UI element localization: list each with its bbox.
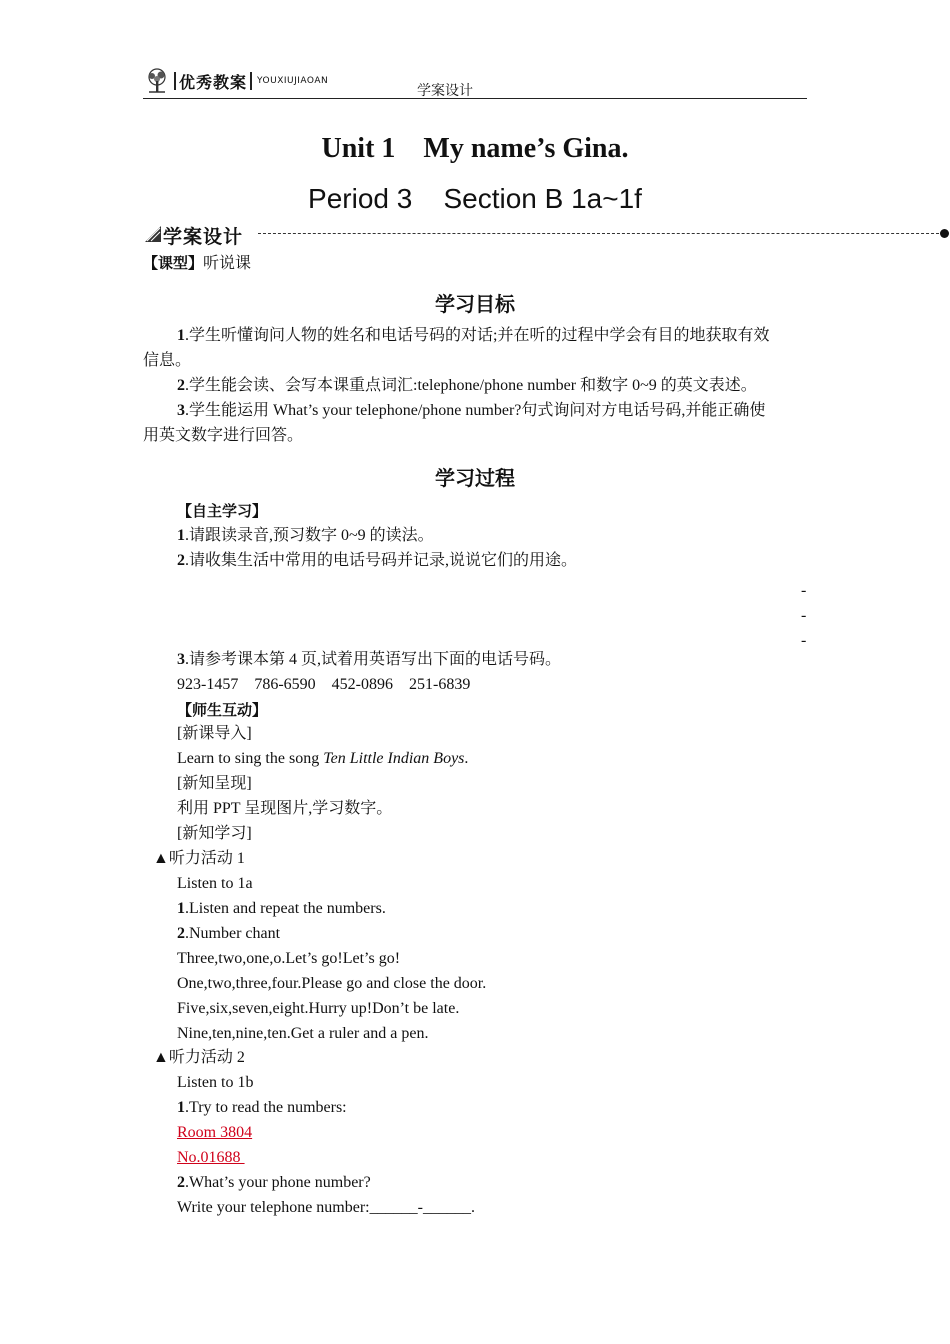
- lesson-type: [143, 252, 251, 275]
- item-num: 1: [177, 900, 185, 917]
- chant-line: Nine,ten,nine,ten.Get a ruler and a pen.: [177, 1025, 429, 1042]
- activity-1-title: ▲听力活动 1: [153, 850, 245, 867]
- goal-text: .学生能会读、会写本课重点词汇:telephone/phone number 和数字 0~9 的英文表述。: [185, 377, 757, 394]
- item-num: 1: [177, 1099, 185, 1116]
- goal-item-3-cont: 用英文数字进行回答。: [143, 427, 304, 444]
- divider-end-dot: [940, 229, 949, 238]
- intro-text-post: .: [464, 750, 469, 767]
- self-study-item-1: [177, 525, 434, 547]
- item-text: .Number chant: [185, 925, 281, 942]
- activity-2-item-2: [177, 1172, 371, 1194]
- item-num: 2: [177, 552, 185, 569]
- goal-item-1: [177, 325, 769, 347]
- goal-item-2: [177, 375, 757, 397]
- lesson-type-value: 听说课: [203, 255, 252, 272]
- write-number-line: Write your telephone number:______-______.: [177, 1199, 475, 1216]
- item-text: .What’s your phone number?: [185, 1174, 371, 1191]
- goal-text: .学生听懂询问人物的姓名和电话号码的对话;并在听的过程中学会有目的地获取有效: [185, 327, 770, 344]
- page-header: [143, 66, 807, 99]
- logo: [143, 68, 328, 94]
- activity-2-sub: Listen to 1b: [177, 1074, 254, 1091]
- interaction-label: 【师生互动】: [177, 701, 268, 719]
- goal-num: 3: [177, 402, 185, 419]
- activity-2-item-1: [177, 1097, 347, 1119]
- goal-item-1-cont: 信息。: [143, 352, 192, 369]
- red-number-line: No.01688: [177, 1149, 245, 1166]
- process-heading: 学习过程: [435, 466, 515, 490]
- phone-numbers: 923-1457 786-6590 452-0896 251-6839: [177, 676, 471, 693]
- goal-num: 2: [177, 377, 185, 394]
- lesson-type-label: 【课型】: [143, 254, 204, 272]
- period-title: Period 3 Section B 1a~1f: [308, 183, 642, 214]
- header-section-label: 学案设计: [417, 83, 473, 99]
- red-number-line: Room 3804: [177, 1124, 253, 1141]
- blank-line-mark: -: [801, 632, 807, 649]
- design-section-bar: [143, 221, 948, 247]
- item-text: .Try to read the numbers:: [185, 1099, 347, 1116]
- goal-num: 1: [177, 327, 185, 344]
- self-study-item-2: [177, 550, 577, 572]
- intro-tag: [新课导入]: [177, 725, 252, 742]
- goal-item-3: [177, 400, 765, 422]
- intro-text: [177, 748, 468, 770]
- chant-line: One,two,three,four.Please go and close the door.: [177, 975, 487, 992]
- activity-1-sub: Listen to 1a: [177, 875, 253, 892]
- logo-chinese-text: 优秀教案: [179, 72, 248, 92]
- logo-divider: [174, 72, 176, 90]
- dashed-divider: [258, 233, 944, 234]
- chant-line: Five,six,seven,eight.Hurry up!Don’t be late.: [177, 1000, 460, 1017]
- present-tag: [新知呈现]: [177, 775, 252, 792]
- item-num: 1: [177, 527, 185, 544]
- learn-tag: [新知学习]: [177, 825, 252, 842]
- present-text: 利用 PPT 呈现图片,学习数字。: [177, 800, 393, 817]
- item-num: 2: [177, 1174, 185, 1191]
- design-section-label: 学案设计: [163, 226, 244, 248]
- item-text: .请跟读录音,预习数字 0~9 的读法。: [185, 527, 434, 544]
- goal-text: .学生能运用 What’s your telephone/phone number?句式询问对方电话号码,并能正确使: [185, 402, 766, 419]
- section-triangle-icon: [143, 224, 163, 244]
- blank-line-mark: -: [801, 582, 807, 599]
- item-text: .请参考课本第 4 页,试着用英语写出下面的电话号码。: [185, 651, 562, 668]
- song-title: Ten Little Indian Boys: [323, 750, 465, 767]
- activity-2-title: ▲听力活动 2: [153, 1049, 245, 1066]
- tree-logo-icon: [143, 68, 171, 94]
- goals-heading: 学习目标: [435, 292, 515, 316]
- self-study-label: 【自主学习】: [177, 502, 268, 520]
- activity-1-item-1: [177, 898, 386, 920]
- logo-divider: [250, 72, 252, 90]
- item-num: 2: [177, 925, 185, 942]
- item-num: 3: [177, 651, 185, 668]
- chant-line: Three,two,one,o.Let’s go!Let’s go!: [177, 950, 401, 967]
- self-study-item-3: [177, 649, 561, 671]
- item-text: .Listen and repeat the numbers.: [185, 900, 386, 917]
- blank-line-mark: -: [801, 607, 807, 624]
- intro-text-pre: Learn to sing the song: [177, 750, 324, 767]
- unit-title: Unit 1 My name’s Gina.: [321, 133, 629, 164]
- logo-english-text: YOUXIUJIAOAN: [257, 76, 329, 86]
- activity-1-item-2: [177, 923, 280, 945]
- item-text: .请收集生活中常用的电话号码并记录,说说它们的用途。: [185, 552, 578, 569]
